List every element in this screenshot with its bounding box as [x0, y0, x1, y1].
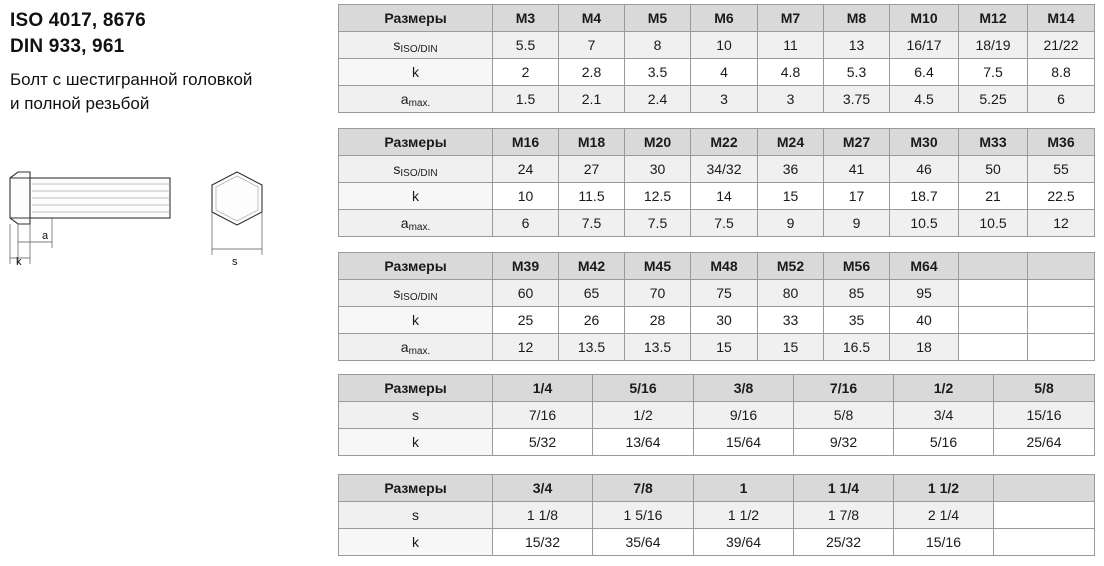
cell: 12 — [493, 334, 559, 361]
row-label: sISO/DIN — [339, 156, 493, 183]
cell: 1 1/8 — [493, 502, 593, 529]
col-header: M20 — [625, 129, 691, 156]
cell: 25/32 — [794, 529, 894, 556]
cell-empty — [994, 529, 1095, 556]
table-metric-2 — [338, 128, 1095, 237]
col-header: M4 — [559, 5, 625, 32]
cell: 60 — [493, 280, 559, 307]
table-row — [339, 502, 1095, 529]
table-row — [339, 334, 1095, 361]
cell: 11 — [758, 32, 824, 59]
col-header: M36 — [1028, 129, 1095, 156]
cell: 27 — [559, 156, 625, 183]
cell: 34/32 — [691, 156, 758, 183]
standard-line-2: DIN 933, 961 — [10, 36, 125, 57]
cell: 16/17 — [890, 32, 959, 59]
table-inch-1 — [338, 374, 1095, 456]
col-header: M7 — [758, 5, 824, 32]
col-header: M24 — [758, 129, 824, 156]
cell: 8 — [625, 32, 691, 59]
cell: 46 — [890, 156, 959, 183]
row-label: s — [339, 502, 493, 529]
cell: 2 — [493, 59, 559, 86]
cell: 4.8 — [758, 59, 824, 86]
col-header: 1 1/4 — [794, 475, 894, 502]
cell: 3/4 — [894, 402, 994, 429]
cell: 9 — [824, 210, 890, 237]
col-header: M64 — [890, 253, 959, 280]
cell-empty — [994, 502, 1095, 529]
table-header-row — [339, 253, 1095, 280]
cell: 1.5 — [493, 86, 559, 113]
col-header: 1/2 — [894, 375, 994, 402]
col-header: Размеры — [339, 129, 493, 156]
cell: 30 — [691, 307, 758, 334]
col-header: Размеры — [339, 475, 493, 502]
row-label: sISO/DIN — [339, 280, 493, 307]
cell: 3 — [691, 86, 758, 113]
col-header: 5/16 — [593, 375, 694, 402]
cell: 28 — [625, 307, 691, 334]
cell: 6.4 — [890, 59, 959, 86]
cell: 17 — [824, 183, 890, 210]
cell: 15/16 — [994, 402, 1095, 429]
cell: 6 — [493, 210, 559, 237]
cell: 80 — [758, 280, 824, 307]
cell: 39/64 — [694, 529, 794, 556]
cell: 18/19 — [959, 32, 1028, 59]
col-header: 1 — [694, 475, 794, 502]
col-header: M33 — [959, 129, 1028, 156]
cell: 3.5 — [625, 59, 691, 86]
row-label: k — [339, 183, 493, 210]
cell: 41 — [824, 156, 890, 183]
col-header-empty — [1028, 253, 1095, 280]
standard-line-1: ISO 4017, 8676 — [10, 10, 146, 31]
row-label: amax. — [339, 334, 493, 361]
table-row — [339, 402, 1095, 429]
cell: 7/16 — [493, 402, 593, 429]
cell: 15 — [758, 183, 824, 210]
cell: 10.5 — [959, 210, 1028, 237]
description-line-2: и полной резьбой — [10, 94, 150, 113]
table-row — [339, 156, 1095, 183]
col-header: Размеры — [339, 375, 493, 402]
cell-empty — [959, 280, 1028, 307]
cell: 10.5 — [890, 210, 959, 237]
cell: 2 1/4 — [894, 502, 994, 529]
col-header: M12 — [959, 5, 1028, 32]
cell: 22.5 — [1028, 183, 1095, 210]
cell: 15 — [691, 334, 758, 361]
table-metric-3 — [338, 252, 1095, 361]
cell-empty — [1028, 280, 1095, 307]
table-row — [339, 86, 1095, 113]
cell-empty — [1028, 334, 1095, 361]
cell: 33 — [758, 307, 824, 334]
cell: 7.5 — [691, 210, 758, 237]
col-header: Размеры — [339, 5, 493, 32]
cell: 85 — [824, 280, 890, 307]
table-row — [339, 183, 1095, 210]
cell-empty — [959, 334, 1028, 361]
cell: 5/8 — [794, 402, 894, 429]
cell: 5.25 — [959, 86, 1028, 113]
cell: 9 — [758, 210, 824, 237]
cell: 18.7 — [890, 183, 959, 210]
table-row — [339, 32, 1095, 59]
cell: 13/64 — [593, 429, 694, 456]
row-label: s — [339, 402, 493, 429]
col-header: 5/8 — [994, 375, 1095, 402]
cell: 55 — [1028, 156, 1095, 183]
cell: 35 — [824, 307, 890, 334]
table-header-row — [339, 5, 1095, 32]
col-header: Размеры — [339, 253, 493, 280]
cell: 2.8 — [559, 59, 625, 86]
cell: 50 — [959, 156, 1028, 183]
row-label: amax. — [339, 210, 493, 237]
cell-empty — [1028, 307, 1095, 334]
cell: 1 7/8 — [794, 502, 894, 529]
cell: 10 — [493, 183, 559, 210]
cell: 25/64 — [994, 429, 1095, 456]
cell: 2.1 — [559, 86, 625, 113]
col-header-empty — [994, 475, 1095, 502]
row-label: k — [339, 529, 493, 556]
cell: 11.5 — [559, 183, 625, 210]
cell: 15/64 — [694, 429, 794, 456]
cell: 24 — [493, 156, 559, 183]
cell: 13.5 — [559, 334, 625, 361]
col-header: M56 — [824, 253, 890, 280]
col-header: M45 — [625, 253, 691, 280]
cell: 26 — [559, 307, 625, 334]
cell: 9/32 — [794, 429, 894, 456]
cell-empty — [959, 307, 1028, 334]
cell: 25 — [493, 307, 559, 334]
cell: 3 — [758, 86, 824, 113]
cell: 35/64 — [593, 529, 694, 556]
cell: 13.5 — [625, 334, 691, 361]
cell: 7.5 — [959, 59, 1028, 86]
col-header: M14 — [1028, 5, 1095, 32]
col-header: M8 — [824, 5, 890, 32]
table-header-row — [339, 375, 1095, 402]
cell: 13 — [824, 32, 890, 59]
col-header: M6 — [691, 5, 758, 32]
col-header: M10 — [890, 5, 959, 32]
cell: 16.5 — [824, 334, 890, 361]
cell: 30 — [625, 156, 691, 183]
col-header: 7/16 — [794, 375, 894, 402]
col-header: M42 — [559, 253, 625, 280]
cell: 21/22 — [1028, 32, 1095, 59]
cell: 15/32 — [493, 529, 593, 556]
cell: 2.4 — [625, 86, 691, 113]
cell: 12.5 — [625, 183, 691, 210]
col-header: 7/8 — [593, 475, 694, 502]
col-header: M3 — [493, 5, 559, 32]
col-header: M27 — [824, 129, 890, 156]
cell: 5.3 — [824, 59, 890, 86]
cell: 7.5 — [625, 210, 691, 237]
col-header-empty — [959, 253, 1028, 280]
cell: 75 — [691, 280, 758, 307]
dimension-label-k: k — [16, 256, 22, 268]
cell: 9/16 — [694, 402, 794, 429]
cell: 70 — [625, 280, 691, 307]
col-header: M5 — [625, 5, 691, 32]
row-label: k — [339, 59, 493, 86]
product-description — [10, 68, 330, 116]
col-header: 3/4 — [493, 475, 593, 502]
cell: 40 — [890, 307, 959, 334]
cell: 6 — [1028, 86, 1095, 113]
cell: 7 — [559, 32, 625, 59]
col-header: 3/8 — [694, 375, 794, 402]
col-header: 1/4 — [493, 375, 593, 402]
cell: 5.5 — [493, 32, 559, 59]
table-row — [339, 307, 1095, 334]
cell: 65 — [559, 280, 625, 307]
table-inch-2 — [338, 474, 1095, 556]
cell: 15/16 — [894, 529, 994, 556]
row-label: k — [339, 307, 493, 334]
col-header: M39 — [493, 253, 559, 280]
dimension-label-a: a — [42, 230, 49, 242]
product-info — [10, 8, 330, 116]
cell: 3.75 — [824, 86, 890, 113]
cell: 4 — [691, 59, 758, 86]
table-row — [339, 280, 1095, 307]
cell: 8.8 — [1028, 59, 1095, 86]
col-header: M16 — [493, 129, 559, 156]
col-header: 1 1/2 — [894, 475, 994, 502]
table-header-row — [339, 129, 1095, 156]
dimension-label-s: s — [232, 256, 238, 268]
cell: 7.5 — [559, 210, 625, 237]
cell: 1 1/2 — [694, 502, 794, 529]
cell: 18 — [890, 334, 959, 361]
col-header: M30 — [890, 129, 959, 156]
cell: 95 — [890, 280, 959, 307]
description-line-1: Болт с шестигранной головкой — [10, 70, 253, 89]
row-label: sISO/DIN — [339, 32, 493, 59]
cell: 4.5 — [890, 86, 959, 113]
col-header: M52 — [758, 253, 824, 280]
table-row — [339, 210, 1095, 237]
table-metric-1 — [338, 4, 1095, 113]
cell: 14 — [691, 183, 758, 210]
cell: 1/2 — [593, 402, 694, 429]
cell: 21 — [959, 183, 1028, 210]
bolt-technical-drawing — [0, 160, 330, 275]
cell: 12 — [1028, 210, 1095, 237]
cell: 15 — [758, 334, 824, 361]
cell: 36 — [758, 156, 824, 183]
cell: 5/32 — [493, 429, 593, 456]
table-row — [339, 529, 1095, 556]
col-header: M18 — [559, 129, 625, 156]
col-header: M22 — [691, 129, 758, 156]
row-label: amax. — [339, 86, 493, 113]
cell: 10 — [691, 32, 758, 59]
table-row — [339, 429, 1095, 456]
col-header: M48 — [691, 253, 758, 280]
cell: 1 5/16 — [593, 502, 694, 529]
table-row — [339, 59, 1095, 86]
row-label: k — [339, 429, 493, 456]
cell: 5/16 — [894, 429, 994, 456]
table-header-row — [339, 475, 1095, 502]
